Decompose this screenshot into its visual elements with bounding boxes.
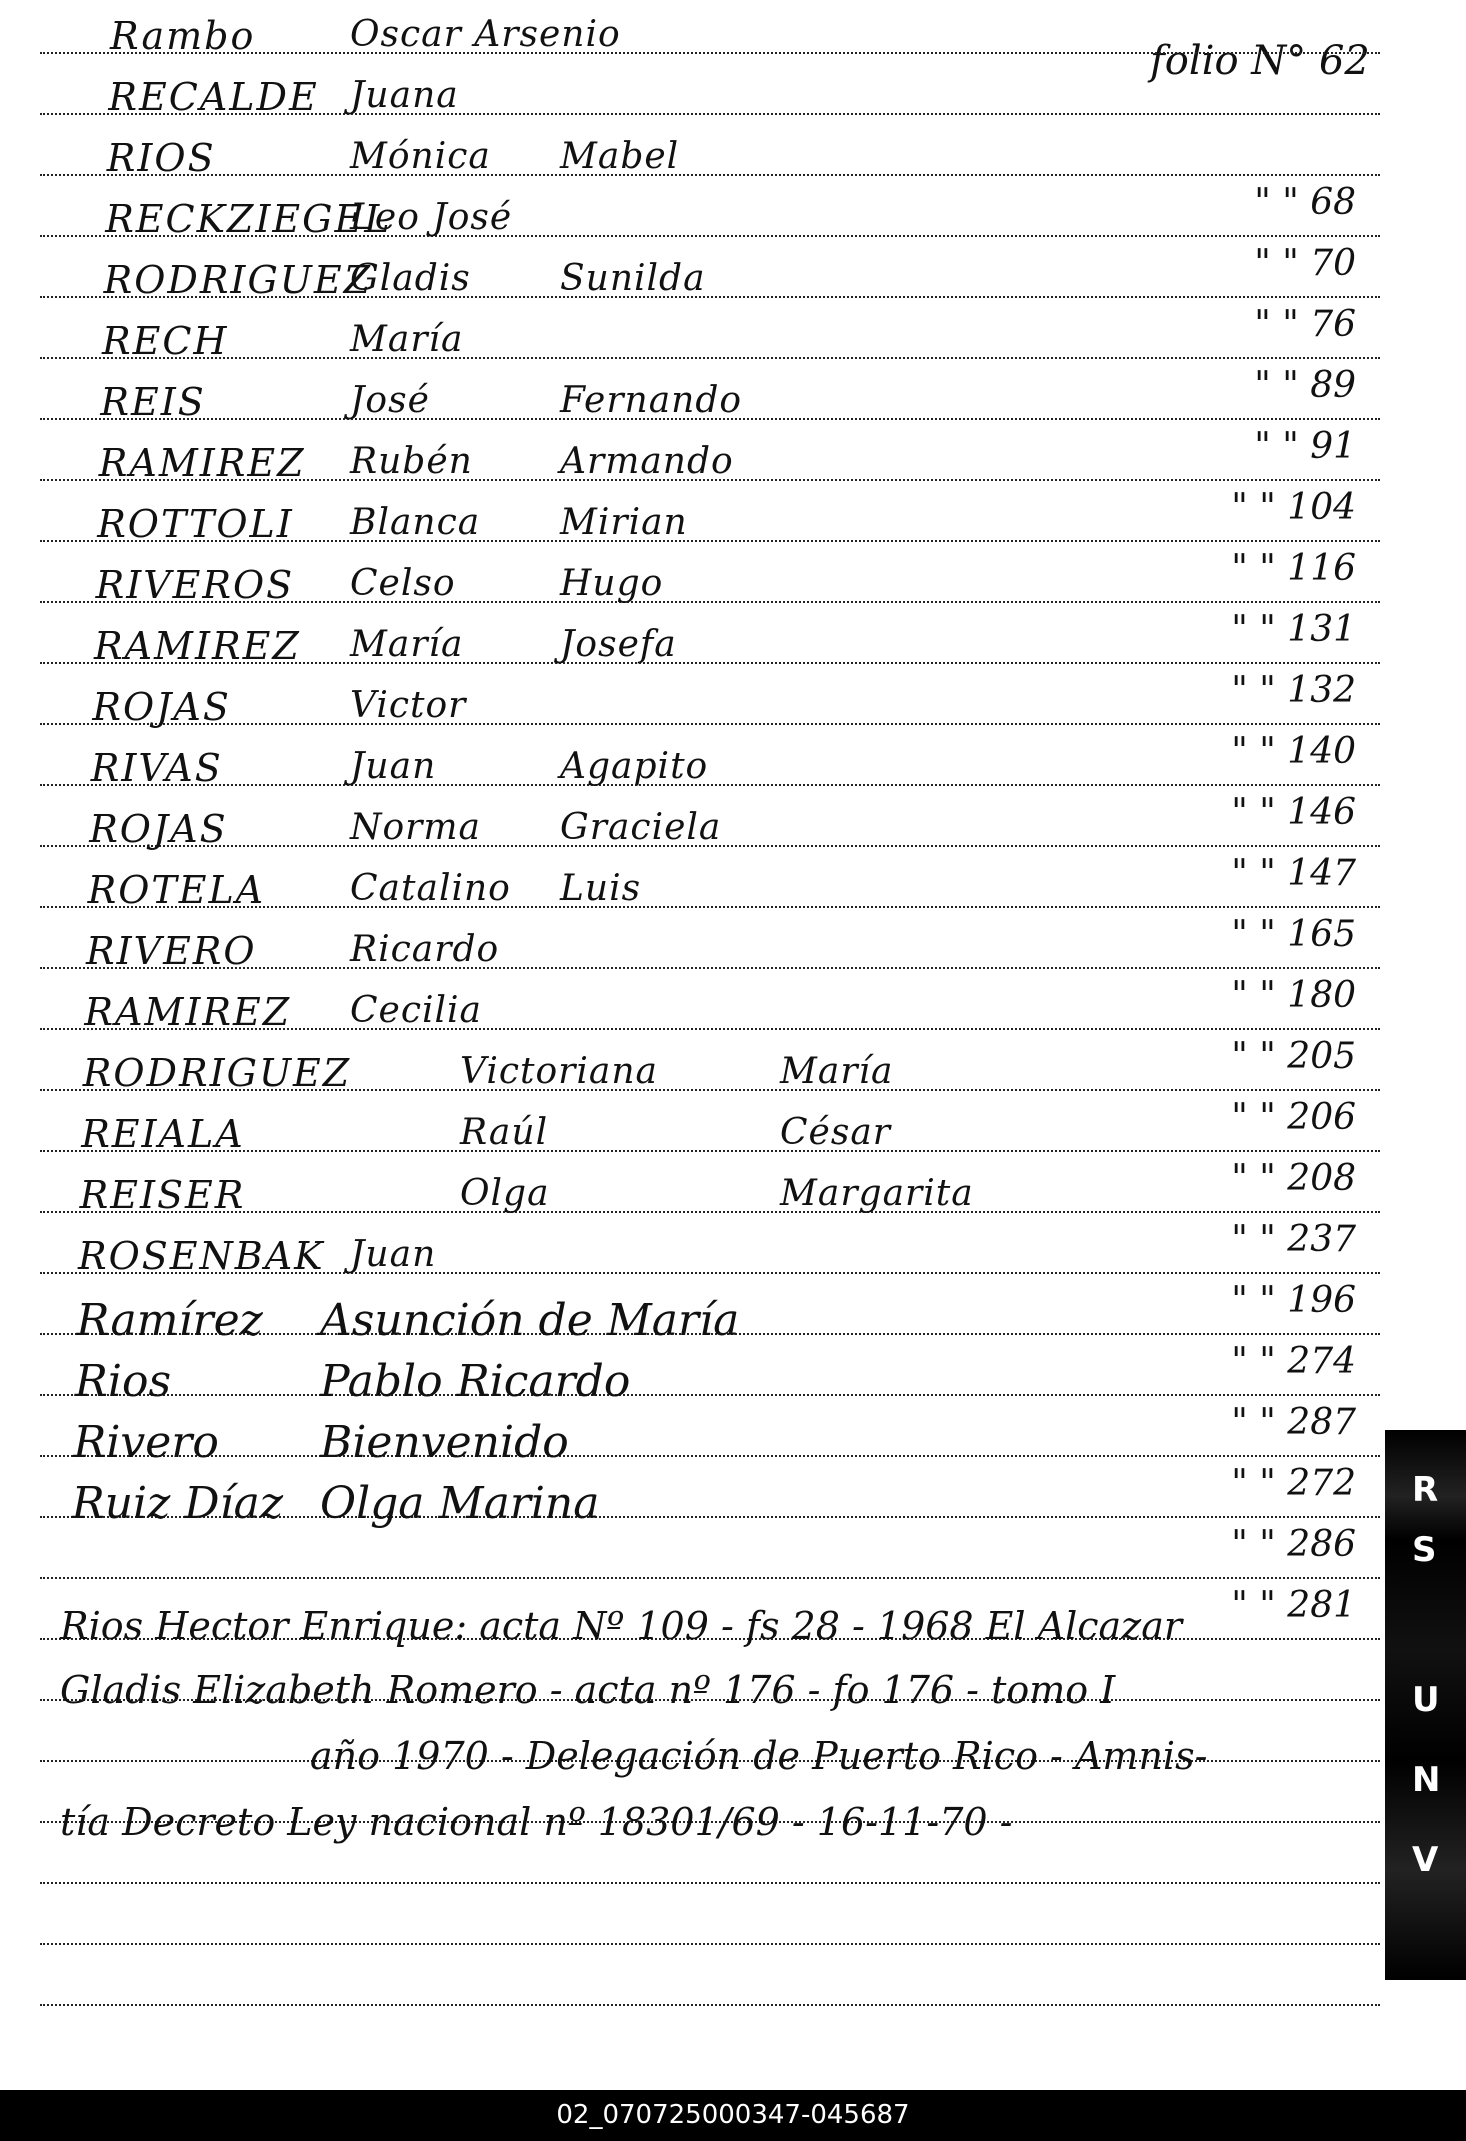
entry-given-name: María: [350, 624, 464, 665]
edge-letter: N: [1412, 1760, 1441, 1800]
entry-given-name: Blanca: [350, 502, 481, 543]
handwritten-note-3: año 1970 - Delegación de Puerto Rico - Amnis-: [310, 1734, 1208, 1778]
entry-surname: Ruiz Díaz: [71, 1478, 284, 1529]
entry-given-name: Raúl: [460, 1112, 549, 1153]
entry-surname: Rambo: [110, 14, 256, 58]
entry-surname: Ramírez: [76, 1295, 263, 1346]
entry-folio: " " 140: [1231, 731, 1356, 772]
entry-given-name: Gladis: [350, 258, 471, 299]
entry-given-name: Celso: [350, 563, 456, 604]
entry-surname: RIVAS: [90, 746, 223, 790]
entry-given-name: Norma: [350, 807, 481, 848]
entry-surname: ROJAS: [89, 807, 228, 851]
entry-given-name: Asunción de María: [320, 1295, 740, 1346]
entry-given-name: Mónica: [350, 136, 491, 177]
entry-surname: RECH: [102, 319, 229, 363]
entry-folio: " " 116: [1231, 548, 1356, 589]
entry-folio: " " 205: [1231, 1036, 1356, 1077]
entry-surname: RIVERO: [86, 929, 257, 973]
entry-given-name-2: Margarita: [780, 1173, 974, 1214]
entry-surname: REISER: [79, 1173, 246, 1217]
register-entry: [0, 1472, 1466, 1565]
entry-surname: RIOS: [106, 136, 216, 180]
entry-surname: Rios: [74, 1356, 172, 1407]
entry-folio: " " 281: [1231, 1585, 1356, 1626]
edge-letter: R: [1412, 1470, 1439, 1510]
ruled-line: [40, 1943, 1380, 1945]
entry-folio: " " 70: [1254, 243, 1356, 284]
entry-folio: " " 286: [1231, 1524, 1356, 1565]
entry-surname: RECKZIEGEL: [105, 197, 392, 241]
entry-given-name-2: Fernando: [560, 380, 743, 421]
entry-surname: RODRIGUEZ: [103, 258, 372, 302]
entry-given-name: Ricardo: [350, 929, 500, 970]
entry-folio: " " 206: [1231, 1097, 1356, 1138]
entry-folio: " " 76: [1254, 304, 1356, 345]
entry-surname: ROJAS: [92, 685, 231, 729]
header-folio-label: folio N° 62: [1150, 38, 1370, 84]
entry-surname: ROSENBAK: [78, 1234, 325, 1278]
entry-folio: " " 272: [1231, 1463, 1356, 1504]
entry-surname: RECALDE: [108, 75, 319, 119]
entry-surname: ROTELA: [87, 868, 266, 912]
ruled-line: [40, 2004, 1380, 2006]
entry-folio: " " 89: [1254, 365, 1356, 406]
entry-folio: " " 165: [1231, 914, 1356, 955]
entry-folio: " " 274: [1231, 1341, 1356, 1382]
entry-given-name: Bienvenido: [320, 1417, 569, 1468]
entry-folio: " " 147: [1231, 853, 1356, 894]
entry-given-name: Pablo Ricardo: [320, 1356, 631, 1407]
entry-surname: RAMIREZ: [84, 990, 292, 1034]
entry-given-name: Victoriana: [460, 1051, 659, 1092]
entry-given-name-2: Mabel: [560, 136, 680, 177]
entry-folio: " " 68: [1254, 182, 1356, 223]
entry-surname: REIALA: [81, 1112, 245, 1156]
entry-given-name: Juana: [350, 75, 459, 116]
entry-surname: RAMIREZ: [98, 441, 306, 485]
entry-given-name-2: Graciela: [560, 807, 722, 848]
entry-given-name-2: Hugo: [560, 563, 664, 604]
entry-given-name-2: Sunilda: [560, 258, 706, 299]
entry-folio: " " 237: [1231, 1219, 1356, 1260]
entry-folio: " " 131: [1231, 609, 1356, 650]
entry-folio: " " 91: [1254, 426, 1356, 467]
ruled-line: [40, 1882, 1380, 1884]
entry-folio: " " 208: [1231, 1158, 1356, 1199]
entry-given-name: José: [350, 380, 430, 421]
entry-given-name: Oscar Arsenio: [350, 14, 621, 55]
entry-given-name-2: Agapito: [560, 746, 709, 787]
entry-given-name: Leo José: [350, 197, 513, 238]
scan-footer-id: 02_070725000347-045687: [0, 2090, 1466, 2141]
edge-letter: S: [1412, 1530, 1437, 1570]
entry-given-name: Cecilia: [350, 990, 483, 1031]
entry-surname: ROTTOLI: [97, 502, 294, 546]
edge-letter: U: [1412, 1680, 1440, 1720]
entry-given-name-2: Mirian: [560, 502, 688, 543]
entry-surname: RODRIGUEZ: [82, 1051, 352, 1095]
entry-given-name: Olga: [460, 1173, 550, 1214]
entry-given-name-2: Josefa: [560, 624, 677, 665]
register-entry: [0, 8, 1466, 66]
entry-given-name: Victor: [350, 685, 467, 726]
entry-folio: " " 287: [1231, 1402, 1356, 1443]
handwritten-note-1: Rios Hector Enrique: acta Nº 109 - fs 28 - 1968 El Alcazar: [60, 1604, 1183, 1648]
entry-folio: " " 196: [1231, 1280, 1356, 1321]
entry-given-name-2: María: [780, 1051, 894, 1092]
entry-folio: " " 104: [1231, 487, 1356, 528]
entry-given-name: Olga Marina: [320, 1478, 600, 1529]
entry-surname: RIVEROS: [95, 563, 295, 607]
entry-folio: " " 146: [1231, 792, 1356, 833]
entry-surname: RAMIREZ: [94, 624, 301, 668]
entry-given-name: Juan: [350, 1234, 437, 1275]
entry-given-name-2: Luis: [560, 868, 642, 909]
entry-given-name-2: César: [780, 1112, 891, 1153]
entry-surname: REIS: [100, 380, 206, 424]
entry-given-name: Rubén: [350, 441, 473, 482]
entry-given-name: Juan: [350, 746, 437, 787]
handwritten-note-2: Gladis Elizabeth Romero - acta nº 176 - fo 176 - tomo I: [60, 1668, 1116, 1712]
entry-given-name-2: Armando: [560, 441, 734, 482]
entry-given-name: María: [350, 319, 464, 360]
entry-surname: Rivero: [73, 1417, 219, 1468]
entry-folio: " " 180: [1231, 975, 1356, 1016]
edge-letter: V: [1412, 1840, 1439, 1880]
register-entry: [0, 69, 1466, 127]
entry-given-name: Catalino: [350, 868, 511, 909]
handwritten-note-4: tía Decreto Ley nacional nº 18301/69 - 16-11-70 -: [60, 1800, 1013, 1844]
entry-folio: " " 132: [1231, 670, 1356, 711]
